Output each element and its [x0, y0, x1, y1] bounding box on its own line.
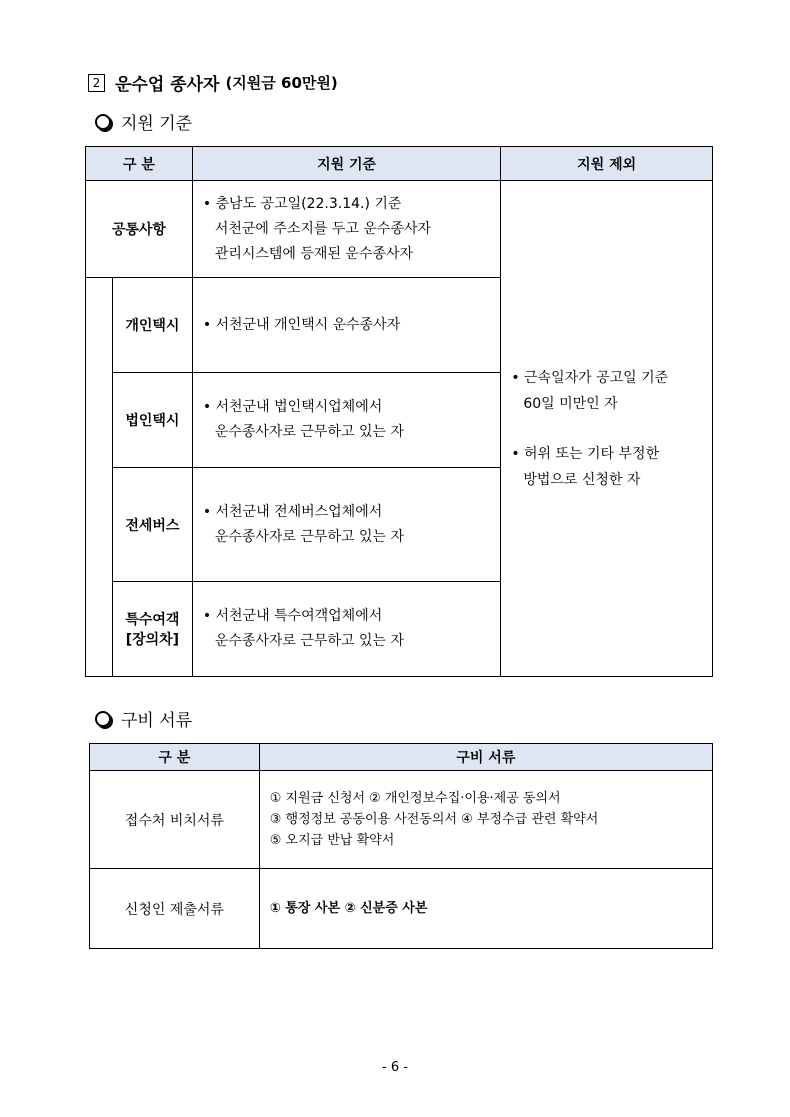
category-private-taxi: 개인택시 [112, 278, 192, 373]
main-heading [88, 70, 338, 95]
documents-table [89, 743, 713, 949]
category-corporate-taxi: 법인택시 [112, 373, 192, 468]
header-category: 구 분 [86, 147, 193, 181]
docs-applicant: ① 통장 사본 ② 신분증 사본 [259, 869, 712, 949]
criteria-private-taxi: • 서천군내 개인택시 운수종사자 [192, 278, 501, 373]
heading-title: 운수업 종사자 [115, 75, 220, 95]
blank-indent-cell [86, 278, 113, 677]
section-support-criteria [95, 109, 192, 134]
header-category: 구 분 [90, 744, 260, 771]
section-required-documents [95, 706, 192, 731]
category-charter-bus: 전세버스 [112, 468, 192, 582]
category-special-passenger: 특수여객 [장의차] [112, 582, 192, 677]
heading-subtitle: (지원금 60만원) [225, 74, 338, 92]
circle-bullet-icon [95, 114, 111, 130]
exclusion-cell: • 근속일자가 공고일 기준 60일 미만인 자 • 허위 또는 기타 부정한 방법으로 신청한 자 [501, 181, 713, 677]
criteria-charter-bus: • 서천군내 전세버스업체에서 운수종사자로 근무하고 있는 자 [192, 468, 501, 582]
criteria-corporate-taxi: • 서천군내 법인택시업체에서 운수종사자로 근무하고 있는 자 [192, 373, 501, 468]
header-criteria: 지원 기준 [192, 147, 501, 181]
page-number: - 6 - [382, 1060, 408, 1075]
criteria-common: • 충남도 공고일(22.3.14.) 기준 서천군에 주소지를 두고 운수종사자 관리시스템에 등재된 운수종사자 [192, 181, 501, 278]
docs-onsite-forms: ① 지원금 신청서 ② 개인정보수집·이용·제공 동의서 ③ 행정정보 공동이용 사전동의서 ④ 부정수급 관련 확약서 ⑤ 오지급 반납 확약서 [259, 771, 712, 869]
criteria-table [85, 146, 713, 677]
circle-bullet-icon [95, 711, 111, 727]
label-onsite-forms: 접수처 비치서류 [90, 771, 260, 869]
criteria-special-passenger: • 서천군내 특수여객업체에서 운수종사자로 근무하고 있는 자 [192, 582, 501, 677]
header-exclusion: 지원 제외 [501, 147, 713, 181]
section-title: 구비 서류 [121, 711, 193, 731]
section-number: 2 [88, 74, 105, 92]
section-title: 지원 기준 [121, 114, 193, 134]
header-documents: 구비 서류 [259, 744, 712, 771]
label-applicant-docs: 신청인 제출서류 [90, 869, 260, 949]
category-common: 공통사항 [86, 181, 193, 278]
